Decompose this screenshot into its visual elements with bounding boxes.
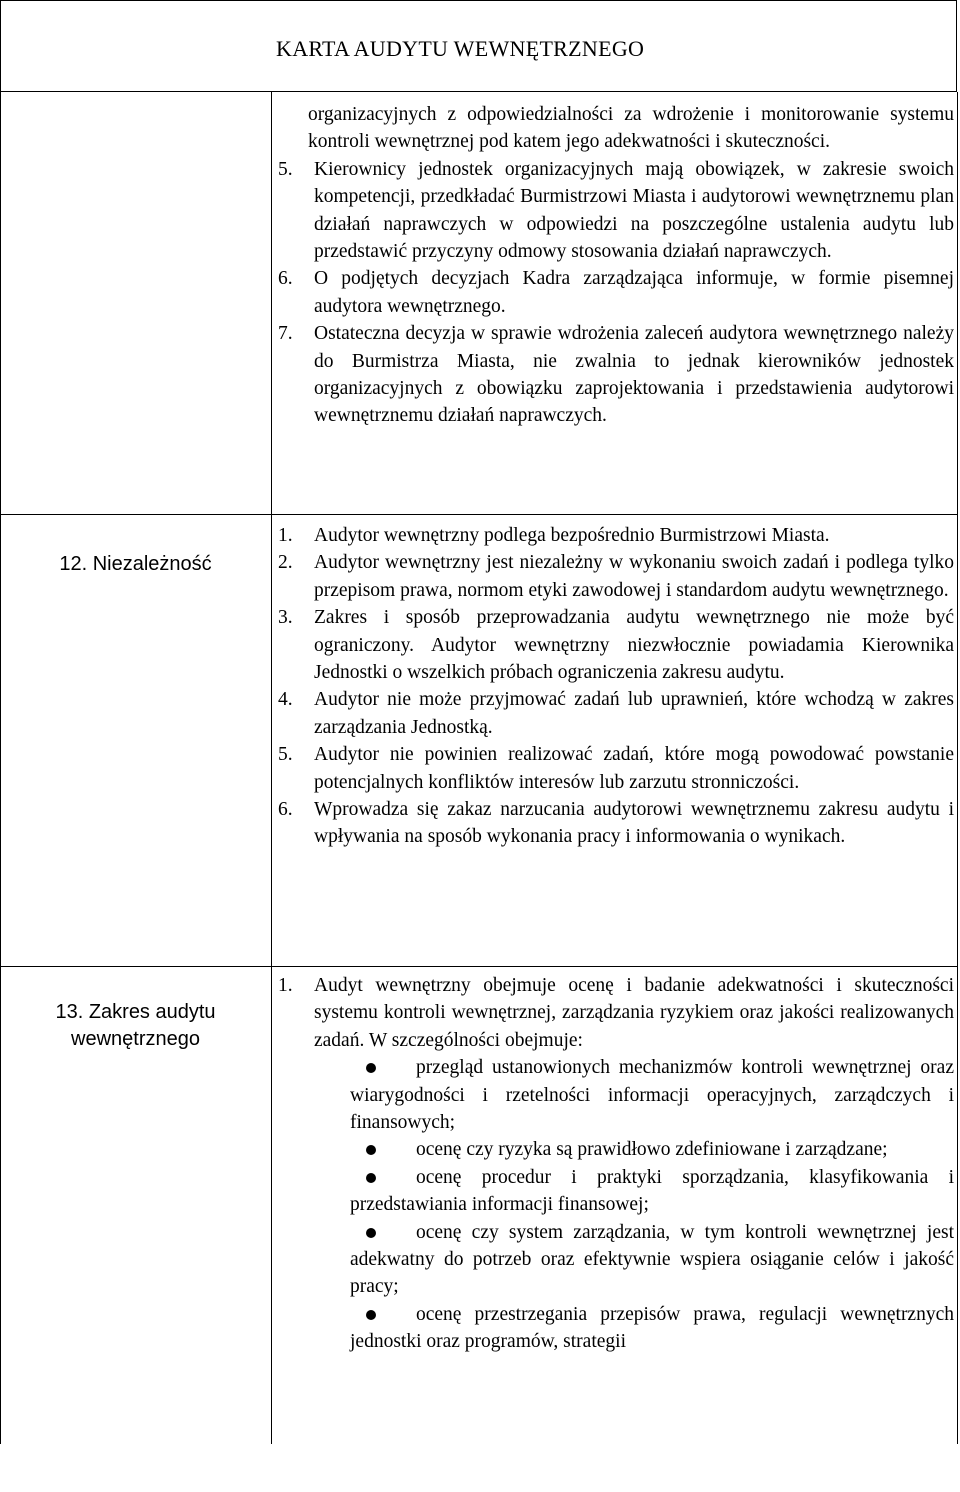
bullet-item: przegląd ustanowionych mechanizmów kontroli wewnętrznej oraz wiarygodności i rzetelności informacji operacyjnych, zarządczych i finansowych; xyxy=(350,1057,954,1134)
bullet-icon xyxy=(366,1228,376,1238)
page-title: KARTA AUDYTU WEWNĘTRZNEGO xyxy=(276,36,645,61)
audit-charter-table xyxy=(0,92,958,1492)
list-item: 2. Audytor wewnętrzny jest niezależny w wykonaniu swoich zadań i podlega tylko przepisom prawa, normom etyki zawodowej i standardom audytu wewnętrznego. xyxy=(278,552,954,601)
section-13-label: 13. Zakres audytu wewnętrznego xyxy=(55,1001,216,1050)
bullet-item: ocenę procedur i praktyki sporządzania, klasyfikowania i przedstawiania informacji finansowej; xyxy=(350,1166,954,1216)
document-header xyxy=(0,0,957,92)
table-left-border xyxy=(0,92,1,1444)
list-item: 5. Kierownicy jednostek organizacyjnych mają obowiązek, w zakresie swoich kompetencji, przedkładać Burmistrzowi Miasta i audytorowi wewnętrznemu plan działań naprawczych w odpowiedzi na poszczególne ustalenia audytu lub przedstawić przyczyny odmowy stosowania działań naprawczych. xyxy=(278,158,954,263)
row-divider-12 xyxy=(0,514,958,515)
bullet-item: ocenę czy ryzyka są prawidłowo zdefiniowane i zarządzane; xyxy=(350,1136,954,1163)
list-item: 1. Audyt wewnętrzny obejmuje ocenę i badanie adekwatności i skuteczności systemu kontroli wewnętrznej, zarządzania ryzykiem oraz jakości realizowanych zadań. W szczególności obejmuje: xyxy=(278,975,954,1051)
row-divider-13 xyxy=(0,966,958,967)
bullet-icon xyxy=(366,1310,376,1320)
list-item: 6. O podjętych decyzjach Kadra zarządzająca informuje, w formie pisemnej audytora wewnętrznego. xyxy=(278,268,954,317)
bullet-item: ocenę przestrzegania przepisów prawa, regulacji wewnętrznych jednostki oraz programów, strategii xyxy=(350,1303,954,1353)
list-item: 5. Audytor nie powinien realizować zadań, które mogą powodować powstanie potencjalnych konfliktów interesów lub zarzutu stronniczości. xyxy=(278,744,954,793)
bullet-item: ocenę czy system zarządzania, w tym kontroli wewnętrznej jest adekwatny do potrzeb oraz efektywnie wspiera osiąganie celów i jakość pracy; xyxy=(350,1221,954,1298)
section-12-content xyxy=(278,522,954,851)
bullet-list xyxy=(350,1054,954,1355)
list-item: 6. Wprowadza się zakaz narzucania audytorowi wewnętrznemu zakresu audytu i wpływania na sposób wykonania pracy i informowania o wynikach. xyxy=(278,799,954,848)
bullet-icon xyxy=(366,1173,376,1183)
table-right-border xyxy=(957,92,958,1444)
section-11-content xyxy=(278,101,954,430)
section-12-label: 12. Niezależność xyxy=(59,553,212,575)
section-13-content xyxy=(278,972,954,1356)
table-column-divider xyxy=(271,92,272,1444)
list-item: 4. Audytor nie może przyjmować zadań lub uprawnień, które wchodzą w zakres zarządzania Jednostką. xyxy=(278,689,954,738)
section-11-continuation: organizacyjnych z odpowiedzialności za wdrożenie i monitorowanie systemu kontroli wewnętrznej pod katem jego adekwatności i skuteczności. xyxy=(308,104,954,153)
list-item: 1. Audytor wewnętrzny podlega bezpośrednio Burmistrzowi Miasta. xyxy=(278,525,830,546)
list-item: 3. Zakres i sposób przeprowadzania audytu wewnętrznego nie może być ograniczony. Audytor wewnętrzny niezwłocznie powiadamia Kierownika Jednostki o wszelkich próbach ograniczenia zakresu audytu. xyxy=(278,607,954,684)
list-item: 7. Ostateczna decyzja w sprawie wdrożenia zaleceń audytora wewnętrznego należy do Burmistrza Miasta, nie zwalnia to jednak kierowników jednostek organizacyjnych z obowiązku zaprojektowania i przedstawienia audytorowi wewnętrznemu działań naprawczych. xyxy=(278,323,954,427)
